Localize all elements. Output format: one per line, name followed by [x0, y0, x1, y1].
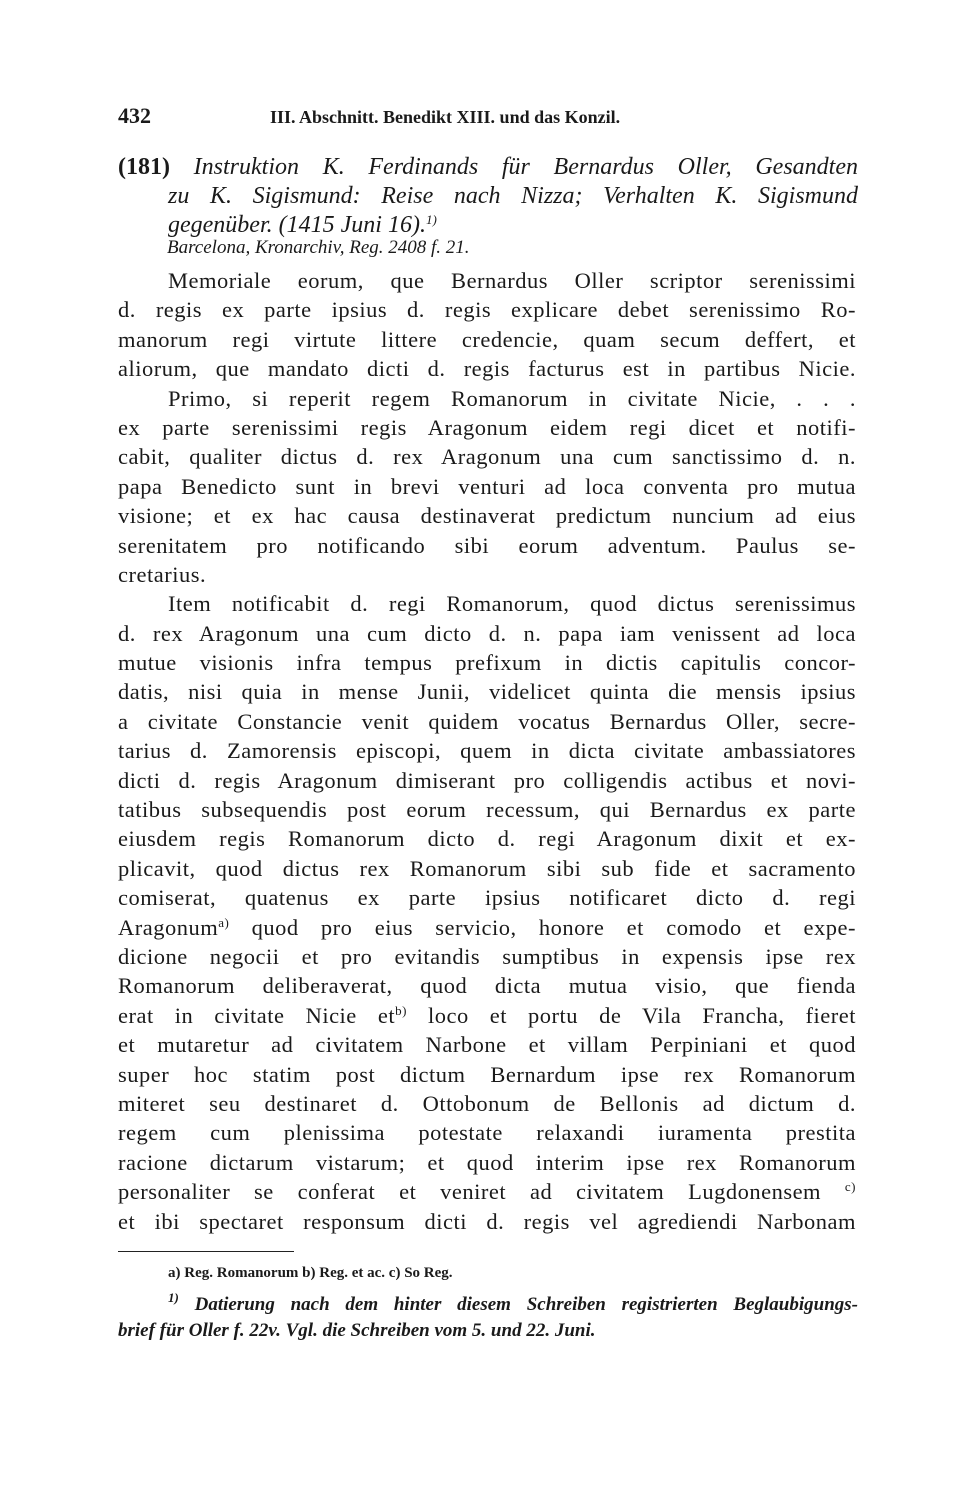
text-line: Romanorum deliberaverat, quod dicta mutua visio, que fienda: [118, 973, 856, 999]
footnote-line: brief für Oller f. 22v. Vgl. die Schreiben vom 5. und 22. Juni.: [118, 1320, 596, 1341]
footnote-ref: 1): [425, 212, 437, 227]
document-body: [118, 266, 856, 1236]
text-line: super hoc statim post dictum Bernardum ipse rex Romanorum: [118, 1061, 856, 1087]
running-header: [118, 103, 858, 129]
variant-mark-b: b): [395, 1002, 407, 1018]
running-title: III. Abschnitt. Benedikt XIII. und das Konzil.: [270, 107, 621, 127]
text-line: Primo, si reperit regem Romanorum in civitate Nicie, . . .: [168, 385, 856, 411]
variant-notes: a) Reg. Romanorum b) Reg. et ac. c) So Reg.: [168, 1265, 453, 1281]
text-line: a civitate Constancie venit quidem vocatus Bernardus Oller, secre-: [118, 708, 856, 734]
text-line: cabit, qualiter dictus d. rex Aragonum una cum sanctissimo d. n.: [118, 444, 856, 470]
text-line: d. rex Aragonum una cum dicto d. n. papa iam venissent ad loca: [118, 620, 856, 646]
variant-mark-c: c): [844, 1179, 856, 1195]
text-line: miteret seu destinaret d. Ottobonum de Bellonis ad dictum d.: [118, 1090, 856, 1116]
document-title: [118, 153, 858, 240]
title-line: (181) Instruktion K. Ferdinands für Bernardus Oller, Gesandten: [118, 154, 858, 180]
text-line: tatibus subsequendis post eorum recessum, qui Bernardus ex parte: [118, 797, 856, 823]
footnote-marker: 1): [168, 1290, 179, 1305]
page-number: 432: [118, 103, 151, 128]
text-line: et mutaretur ad civitatem Narbone et villam Perpiniani et quod: [118, 1032, 856, 1058]
text-line: Item notificabit d. regi Romanorum, quod dictus serenissimus: [168, 591, 856, 617]
title-line: zu K. Sigismund: Reise nach Nizza; Verhalten K. Sigismund: [168, 183, 858, 209]
title-line: gegenüber. (1415 Juni 16).$^{1)}$: [168, 212, 437, 238]
document-number: (181): [118, 154, 170, 180]
text-line: manorum regi virtute littere credencie, quam secum deffert, et: [118, 326, 856, 352]
footnote-line: $^{1)}$ Datierung nach dem hinter diesem Schreiben registrierten Beglaubigungs-: [168, 1290, 859, 1315]
text-line: et ibi spectaret responsum dicti d. regis vel agrediendi Narbonam: [118, 1208, 856, 1234]
footnote-rule: [118, 1251, 294, 1252]
text-line: Memoriale eorum, que Bernardus Oller scriptor serenissimi: [168, 268, 856, 293]
text-line: comiserat, quatenus ex parte ipsius notificaret dicto d. regi: [118, 885, 856, 911]
text-line: serenitatem pro notificando sibi eorum adventum. Paulus se-: [118, 532, 856, 558]
text-line: eiusdem regis Romanorum dicto d. regi Aragonum dixit et ex-: [118, 826, 856, 852]
text-line: regem cum plenissima potestate relaxandi iuramenta prestita: [118, 1120, 856, 1146]
text-line: Aragonum$^{a)}$ quod pro eius servicio, honore et comodo et expe-: [118, 914, 856, 940]
text-line: tarius d. Zamorensis episcopi, quem in dicta civitate ambassiatores: [118, 738, 856, 764]
text-line: dicti d. regis Aragonum dimiserant pro colligendis actibus et novi-: [118, 767, 856, 793]
variant-mark-a: a): [218, 914, 230, 930]
text-line: d. regis ex parte ipsius d. regis explicare debet serenissimo Ro-: [118, 297, 856, 323]
text-line: visione; et ex hac causa destinaverat predictum nuncium ad eius: [118, 503, 856, 529]
text-line: cretarius.: [118, 561, 207, 587]
text-line: personaliter se conferat et veniret ad civitatem Lugdonensem $^{c)}$: [118, 1179, 856, 1205]
text-line: erat in civitate Nicie $et^{b)}$ loco et portu de Vila Francha, fieret: [118, 1002, 856, 1028]
text-line: plicavit, quod dictus rex Romanorum sibi sub fide et sacramento: [118, 855, 856, 881]
footnote-1: [118, 1292, 858, 1344]
text-line: dicione negocii et pro evitandis sumptibus in expensis ipse rex: [118, 943, 856, 969]
text-line: datis, nisi quia in mense Junii, videlicet quinta die mensis ipsius: [118, 679, 856, 705]
text-line: mutue visionis infra tempus prefixum in dictis capitulis concor-: [118, 650, 856, 676]
text-line: ex parte serenissimi regis Aragonum eidem regi dicet et notifi-: [118, 414, 856, 440]
source-citation: Barcelona, Kronarchiv, Reg. 2408 f. 21.: [167, 237, 470, 258]
text-line: racione dictarum vistarum; et quod interim ipse rex Romanorum: [118, 1149, 856, 1175]
text-line: papa Benedicto sunt in brevi venturi ad loca conventa pro mutua: [118, 473, 856, 499]
text-line: aliorum, que mandato dicti d. regis facturus est in partibus Nicie.: [118, 356, 856, 382]
footnotes: [118, 1265, 859, 1344]
